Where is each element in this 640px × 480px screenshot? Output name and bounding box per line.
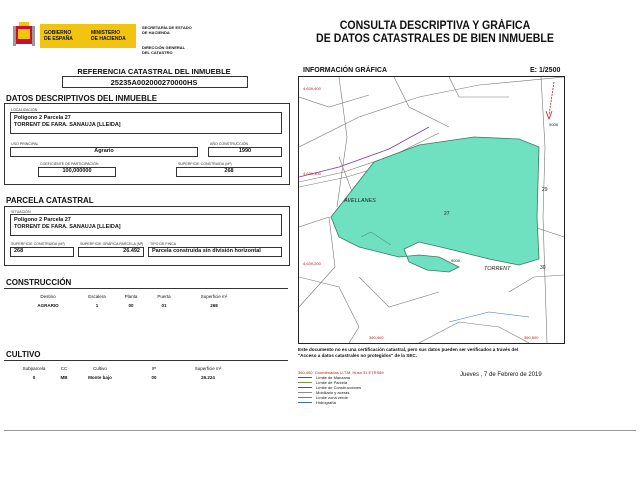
- label-avellanes: AVELLANES: [344, 198, 376, 204]
- cul-r-cc: MB: [60, 375, 68, 380]
- loc-line1: Polígono 2 Parcela 27: [14, 115, 71, 121]
- legend-swatch: [298, 392, 312, 393]
- disclaimer-note: [298, 347, 570, 359]
- loc-label: LOCALIZACIÓN: [11, 108, 38, 112]
- label-torrent: TORRENT: [484, 266, 511, 272]
- dir-line1: DIRECCIÓN GENERAL: [142, 45, 186, 50]
- cul-h-cultivo: Cultivo: [93, 366, 107, 371]
- loc-line2: TORRENT DE FARA. SANAUJA [LLEIDA]: [14, 122, 121, 128]
- legend: [298, 370, 448, 405]
- direccion: [142, 45, 185, 55]
- cul-h-superficie: Superficie m²: [194, 366, 222, 371]
- con-h-puerta: Puerta: [157, 294, 171, 299]
- gov-line1: GOBIERNO: [44, 30, 72, 36]
- spain-logo: [12, 20, 36, 50]
- uso-label: USO PRINCIPAL: [11, 142, 39, 146]
- con-r-destino: AGRARIO: [37, 303, 59, 308]
- anio-value: 1990: [238, 148, 252, 154]
- descriptivos-title: DATOS DESCRIPTIVOS DEL INMUEBLE: [6, 94, 158, 103]
- sit-line1: Polígono 2 Parcela 27: [14, 217, 71, 223]
- label-29: 29: [542, 187, 548, 193]
- coord-y2: 4,639,300: [303, 171, 321, 176]
- con-r-planta: 00: [128, 303, 134, 308]
- cultivo-table: [4, 364, 288, 388]
- cul-h-subparcela: Subparcela: [22, 366, 46, 371]
- label-27: 27: [444, 211, 450, 217]
- cadastral-map: [299, 77, 564, 343]
- cul-r-superficie: 26.224: [201, 375, 215, 380]
- bottom-rule: [4, 430, 636, 431]
- page-title: [311, 20, 559, 46]
- sup-field: [176, 167, 282, 177]
- cul-h-cc: CC: [60, 366, 68, 371]
- con-h-superficie: Superficie m²: [200, 294, 228, 299]
- legend-coord-text: Coordenadas U.T.M. Huso 31 ETRS89: [314, 370, 384, 375]
- min-line2: DE HACIENDA: [91, 36, 126, 42]
- cul-h-ip: IP: [151, 366, 157, 371]
- note-line2: "Acceso a datos catastrales no protegidos" de la SEC.: [298, 353, 417, 358]
- construccion-rule: [4, 288, 288, 289]
- coef-value: 100,000000: [62, 168, 92, 174]
- label-9008: 9008: [549, 122, 558, 127]
- sit-field: [10, 214, 282, 236]
- supc-field: [10, 247, 74, 257]
- tipo-value: Parcela construida sin división horizontal: [152, 248, 261, 254]
- supc-value: 268: [14, 248, 24, 254]
- legend-item-label: Límite de Parcela: [316, 380, 348, 385]
- legend-swatch: [298, 387, 312, 388]
- legend-item-label: Mobiliario y aceras: [316, 390, 350, 395]
- label-30: 30: [540, 265, 546, 271]
- uso-value: Agrario: [94, 148, 114, 154]
- note-line1: Este documento no es una certificación catastral, pero sus datos pueden ser verificados a través del: [298, 347, 519, 352]
- gov-line2: DE ESPAÑA: [44, 36, 73, 42]
- tipo-field: [148, 247, 282, 257]
- map-title: INFORMACIÓN GRÁFICA: [303, 67, 387, 74]
- parcela-title: PARCELA CATASTRAL: [6, 196, 94, 205]
- map-scale: E: 1/2500: [530, 67, 561, 74]
- supc-label: SUPERFICIE CONSTRUIDA (M²): [11, 242, 65, 246]
- legend-item-label: Límite de Manzana: [316, 375, 351, 380]
- ref-label: REFERENCIA CATASTRAL DEL INMUEBLE: [77, 67, 231, 76]
- ref-value: 25235A002000270000HS: [110, 78, 198, 87]
- coord-x1: 360,400: [369, 335, 384, 340]
- con-h-destino: Destino: [40, 294, 56, 299]
- sup-label: SUPERFICIE CONSTRUIDA (M²): [178, 162, 232, 166]
- legend-items: [298, 375, 448, 405]
- coord-y3: 4,639,200: [303, 261, 321, 266]
- sup-value: 268: [224, 168, 234, 174]
- con-r-puerta: 01: [161, 303, 167, 308]
- coord-y1: 4,639,400: [303, 86, 321, 91]
- min-line1: MINISTERIO: [91, 30, 121, 36]
- legend-swatch: [298, 377, 312, 378]
- supg-value: 26.492: [123, 248, 140, 254]
- supg-label: SUPERFICIE GRÁFICA PARCELA (M²): [80, 242, 144, 246]
- anio-field: [208, 147, 282, 157]
- coord-x2: 360,500: [524, 335, 539, 340]
- gov-name: [44, 30, 73, 42]
- construccion-table: [4, 292, 288, 316]
- construccion-title: CONSTRUCCIÓN: [6, 278, 72, 287]
- sit-line2: TORRENT DE FARA. SANAUJA [LLEIDA]: [14, 224, 121, 230]
- legend-swatch: [298, 397, 312, 398]
- legend-item-label: Límite zona verde: [316, 395, 348, 400]
- legend-swatch: [298, 382, 312, 383]
- coef-label: COEFICIENTE DE PARTICIPACIÓN: [40, 162, 99, 166]
- con-r-superficie: 268: [210, 303, 218, 308]
- con-h-escalera: Escalera: [88, 294, 106, 299]
- cultivo-rule: [4, 360, 288, 361]
- red-arrow-line: [549, 82, 554, 115]
- legend-coord-value: 360,400: [298, 370, 313, 375]
- title-line1: CONSULTA DESCRIPTIVA Y GRÁFICA: [339, 20, 531, 32]
- ministry-name: [91, 30, 126, 42]
- date-text: Jueves , 7 de Febrero de 2019: [460, 372, 542, 378]
- legend-swatch: [298, 402, 312, 403]
- map-frame: [298, 76, 565, 344]
- secretaria: [142, 25, 192, 35]
- legend-item-label: Límite de Construcciones: [316, 385, 362, 390]
- loc-field: [10, 112, 282, 134]
- dir-line2: DEL CATASTRO: [142, 50, 173, 55]
- legend-item-label: Hidrografía: [316, 400, 336, 405]
- legend-item: [298, 400, 448, 405]
- sec-line1: SECRETARÍA DE ESTADO: [142, 25, 192, 30]
- sec-line2: DE HACIENDA: [142, 30, 170, 35]
- title-line2: DE DATOS CATASTRALES DE BIEN INMUEBLE: [316, 33, 554, 45]
- cultivo-title: CULTIVO: [6, 350, 41, 359]
- anio-label: AÑO CONSTRUCCIÓN: [210, 142, 249, 146]
- cul-r-cultivo: Monte bajo: [88, 375, 112, 380]
- label-9009: 9009: [451, 258, 460, 263]
- hydro-line: [449, 312, 529, 322]
- ref-box: [62, 76, 248, 88]
- cul-r-ip: 00: [151, 375, 157, 380]
- cul-r-subparcela: 0: [32, 375, 36, 380]
- coef-field: [38, 167, 116, 177]
- tipo-label: TIPO DE FINCA: [150, 242, 177, 246]
- con-r-escalera: 1: [95, 303, 99, 308]
- parcel-27-shape: [331, 137, 539, 272]
- supg-field: [78, 247, 144, 257]
- con-h-planta: Planta: [124, 294, 138, 299]
- sit-label: SITUACIÓN: [11, 210, 31, 214]
- uso-field: [10, 147, 198, 157]
